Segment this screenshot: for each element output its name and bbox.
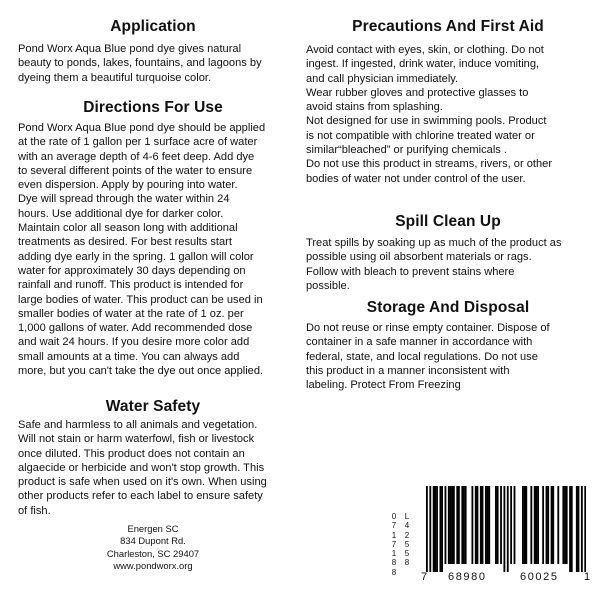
barcode-side-char: 1 [391, 549, 397, 559]
barcode-bar [530, 486, 532, 564]
barcode-side-char: 8 [391, 567, 397, 577]
barcode-bar [534, 486, 536, 564]
barcode-bar [537, 486, 539, 564]
barcode-bar [477, 486, 479, 564]
barcode-bar [495, 486, 497, 564]
precautions-heading: Precautions And First Aid [352, 18, 544, 35]
barcode-bar [564, 486, 566, 564]
barcode-bar [463, 486, 465, 564]
barcode-bar [441, 486, 443, 572]
barcode-bar [507, 486, 509, 572]
barcode-bar [522, 486, 524, 564]
barcode-bar [461, 486, 463, 564]
barcode-bar [480, 486, 482, 564]
barcode-bar [451, 486, 453, 564]
barcode-side-char: 8 [391, 558, 397, 568]
barcode-bar [485, 486, 487, 564]
barcode-side-char: 1 [391, 530, 397, 540]
application-text: Pond Worx Aqua Blue pond dye gives natural beauty to ponds, lakes, fountains, and lagoons by dyeing them a beautiful turquoise color. [18, 43, 262, 84]
precautions-text: Avoid contact with eyes, skin, or clothing. Do not ingest. If ingested, drink water, induce vomiting, and call physician immediately. Wear rubber gloves and protective glasses to avoid stains from splashing. Not designed for use in swimming pools. Product is not compatible with chlorine treated water or similar“bleached” or purifying chemicals . Do not use this product in streams, rivers, or other bodies of water not under control of the user. [306, 44, 553, 185]
barcode-bar [448, 486, 450, 564]
barcode-side-code-2 [403, 512, 411, 568]
barcode-bar [510, 486, 512, 564]
barcode-bar [475, 486, 477, 564]
barcode-digit-first: 7 [421, 571, 429, 583]
barcode-side-char: 5 [404, 549, 410, 559]
barcode-bar [578, 486, 580, 572]
water-safety-text: Safe and harmless to all animals and vegetation. Will not stain or harm waterfowl, fish or livestock once diluted. This product does not contain an algaecide or herbicide and won't stop growth. This product is safe when used on it's own. When using other products refer to each label to ensure safety of fish. [18, 419, 267, 517]
barcode-bar [576, 486, 578, 572]
barcode-bar [429, 486, 431, 572]
barcode-bar [525, 486, 527, 564]
barcode-side-char: L [404, 512, 410, 521]
barcode-bar [433, 486, 435, 572]
barcode-side-char: 5 [404, 539, 410, 549]
spill-heading: Spill Clean Up [395, 213, 501, 230]
barcode-bar [471, 486, 473, 564]
company-city: Charleston, SC 29407 [106, 547, 200, 559]
storage-text: Do not reuse or rinse empty container. Dispose of container in a safe manner in accordance with federal, state, and local regulations. Do not use this product in a manner inconsistent with labeling. Protect From Freezing [306, 322, 550, 392]
barcode-bar [497, 486, 499, 564]
company-address [18, 523, 288, 573]
directions-heading: Directions For Use [83, 99, 223, 116]
barcode-bar [535, 486, 537, 564]
barcode-bar [456, 486, 458, 564]
company-street: 834 Dupont Rd. [120, 535, 186, 547]
company-name: Energen SC [127, 523, 179, 534]
barcode-bar [450, 486, 452, 564]
barcode-bar [551, 486, 553, 564]
barcode-bar [426, 486, 428, 572]
barcode-digits-right: 60025 [520, 571, 559, 583]
barcode-bar [584, 486, 586, 572]
barcode-bars [426, 486, 586, 572]
directions-text: Pond Worx Aqua Blue pond dye should be applied at the rate of 1 gallon per 1 surface acre of water with an average depth of 4-6 feet deep. Add dye to several different points of the water to ensure even dispersion. Apply by pouring into water. Dye will spread through the water within 24 hours. Use additional dye for darker color. Maintain color all season long with additional treatments as desired. For best results start adding dye early in the spring. 1 gallon will color water for approximately 30 days depending on rainfall and runoff. This product is intended for large bodies of water. This product can be used in smaller bodies of water at the rate of 1 oz. per 1,000 gallons of water. Add recommended dose and wait 24 hours. If you desire more color add small amounts at a time. You can always add more, but you can't take the dye out once applied. [18, 122, 266, 378]
barcode-side-char: 0 [391, 512, 397, 521]
barcode-bar [571, 486, 573, 572]
barcode-bar [524, 486, 526, 564]
barcode-bar [488, 486, 490, 564]
barcode-side-char: 7 [391, 521, 397, 531]
barcode-bar [542, 486, 544, 564]
water-safety-heading: Water Safety [105, 398, 201, 415]
barcode-bar [465, 486, 467, 564]
barcode-bar [439, 486, 441, 572]
barcode-side-char: 7 [391, 539, 397, 549]
barcode-bar [552, 486, 554, 564]
barcode-bar [569, 486, 571, 572]
barcode-side-char: 8 [404, 558, 410, 568]
barcode-bar [482, 486, 484, 564]
barcode-bar [487, 486, 489, 564]
barcode-bar [436, 486, 438, 572]
barcode-side-char: 4 [404, 521, 410, 531]
barcode-bar [503, 486, 505, 572]
barcode-bar [547, 486, 549, 564]
barcode-bar [562, 486, 564, 564]
barcode-bar [566, 486, 568, 564]
barcode-bar [581, 486, 583, 572]
barcode-bar [514, 486, 516, 564]
barcode-side-char: 2 [404, 530, 410, 540]
barcode-bar [500, 486, 502, 564]
barcode-bar [445, 486, 447, 564]
barcode-side-code-1 [390, 512, 398, 577]
application-heading: Application [110, 18, 196, 35]
spill-text: Treat spills by soaking up as much of the product as possible using oil absorbent materials or rags. Follow with bleach to prevent stains where possible. [306, 237, 562, 292]
upc-barcode [388, 486, 590, 590]
barcode-bar [453, 486, 455, 564]
barcode-digit-last: 1 [584, 571, 592, 583]
barcode-bar [546, 486, 548, 564]
barcode-bar [458, 486, 460, 564]
storage-heading: Storage And Disposal [366, 299, 530, 316]
barcode-bar [434, 486, 436, 572]
company-website: www.pondworx.org [113, 560, 193, 572]
barcode-bar [557, 486, 559, 564]
barcode-digits-left: 68980 [448, 571, 487, 583]
